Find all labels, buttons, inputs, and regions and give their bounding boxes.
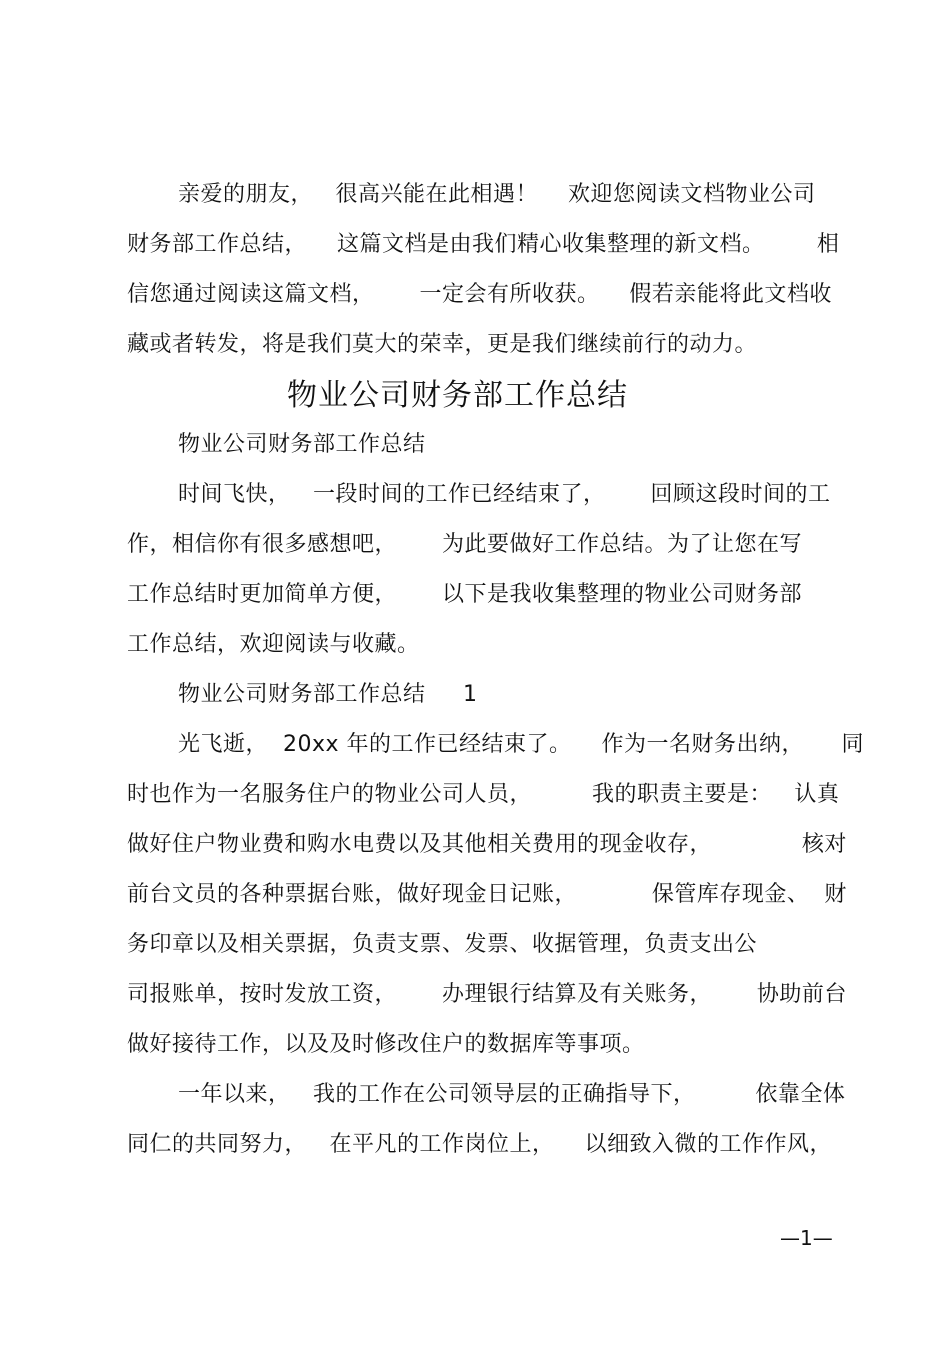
paragraph-2-line-4: 前台文员的各种票据台账，做好现金日记账， 保管库存现金、 财 [127, 882, 847, 907]
paragraph-1-line-2: 作，相信你有很多感想吧， 为此要做好工作总结。为了让您在写 [127, 532, 802, 557]
paragraph-2-line-7: 做好接待工作，以及及时修改住户的数据库等事项。 [127, 1032, 645, 1057]
paragraph-3-line-1: 一年以来， 我的工作在公司领导层的正确指导下， 依靠全体 [178, 1082, 846, 1107]
paragraph-1-line-4: 工作总结，欢迎阅读与收藏。 [127, 632, 420, 657]
paragraph-2-line-5: 务印章以及相关票据，负责支票、发票、收据管理，负责支出公 [127, 932, 758, 957]
paragraph-3-line-2: 同仁的共同努力， 在平凡的工作岗位上， 以细致入微的工作作风， [127, 1132, 832, 1157]
subtitle: 物业公司财务部工作总结 [178, 432, 426, 457]
paragraph-2-line-2: 时也作为一名服务住户的物业公司人员， 我的职责主要是： 认真 [127, 782, 840, 807]
paragraph-1-line-1: 时间飞快， 一段时间的工作已经结束了， 回顾这段时间的工 [178, 482, 831, 507]
intro-line-3: 信您通过阅读这篇文档， 一定会有所收获。 假若亲能将此文档收 [127, 282, 832, 307]
page-number: —1— [780, 1226, 833, 1250]
intro-line-1: 亲爱的朋友， 很高兴能在此相遇！ 欢迎您阅读文档物业公司 [178, 182, 816, 207]
paragraph-2-line-3: 做好住户物业费和购水电费以及其他相关费用的现金收存， 核对 [127, 832, 847, 857]
paragraph-1-line-3: 工作总结时更加简单方便， 以下是我收集整理的物业公司财务部 [127, 582, 802, 607]
section-heading-1: 物业公司财务部工作总结 1 [178, 682, 478, 707]
paragraph-2-line-6: 司报账单，按时发放工资， 办理银行结算及有关账务， 协助前台 [127, 982, 847, 1007]
paragraph-2-line-1: 光飞逝， 20xx 年的工作已经结束了。 作为一名财务出纳， 同 [178, 732, 864, 757]
intro-line-4: 藏或者转发，将是我们莫大的荣幸，更是我们继续前行的动力。 [127, 332, 758, 357]
intro-line-2: 财务部工作总结， 这篇文档是由我们精心收集整理的新文档。 相 [127, 232, 840, 257]
document-title: 物业公司财务部工作总结 [287, 378, 628, 413]
